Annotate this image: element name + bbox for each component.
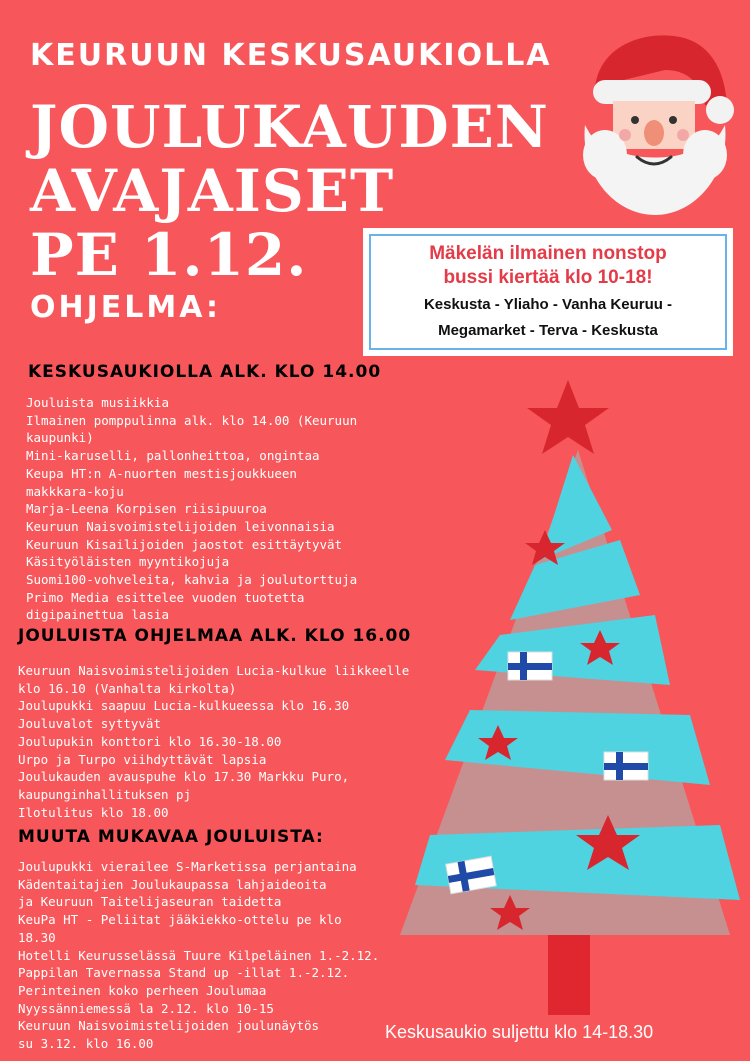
- list-item: Joulupukki vierailee S-Marketissa perjantaina: [18, 859, 357, 874]
- program-label: OHJELMA:: [30, 290, 222, 325]
- list-item: kaupunki): [26, 430, 94, 446]
- list-item: Keuruun Kisailijoiden jaostot esittäytyvät: [26, 536, 343, 552]
- section-heading-afternoon: KESKUSAUKIOLLA ALK. KLO 14.00: [28, 362, 382, 382]
- list-item: Marja-Leena Korpisen riisipuuroa: [26, 501, 267, 517]
- list-item: Pappilan Tavernassa Stand up -illat 1.-2.12.: [18, 965, 350, 981]
- bus-info-inner: [369, 234, 727, 350]
- list-item: digipainettua lasia: [26, 607, 169, 623]
- list-item: su 3.12. klo 16.00: [18, 1036, 154, 1052]
- santa-icon: [575, 25, 735, 220]
- kicker-text: KEURUUN KESKUSAUKIOLLA: [30, 38, 552, 73]
- christmas-tree-illustration: [390, 380, 750, 1015]
- list-item: Primo Media esittelee vuoden tuotetta: [26, 589, 305, 605]
- list-item: Jouluvalot syttyvät: [18, 716, 161, 732]
- title-line-1: JOULUKAUDEN: [30, 93, 549, 161]
- bus-route-2: Megamarket - Terva - Keskusta: [438, 322, 658, 339]
- list-item: kaupunginhallituksen pj: [18, 786, 192, 802]
- list-item: Ilotulitus klo 18.00: [18, 804, 169, 820]
- finland-flag-icon: [604, 752, 648, 780]
- closed-note: Keskusaukio suljettu klo 14-18.30: [385, 1022, 654, 1042]
- section-heading-evening: JOULUISTA OHJELMAA ALK. KLO 16.00: [18, 626, 412, 646]
- bus-line-2: bussi kiertää klo 10-18!: [443, 267, 653, 288]
- bus-route-1: Keskusta - Yliaho - Vanha Keuruu -: [423, 296, 673, 313]
- list-item: Keupa HT:n A-nuorten mestisjoukkueen: [26, 465, 297, 481]
- title-line-2: AVAJAISET: [30, 157, 395, 225]
- list-item: Hotelli Keurusselässä Tuure Kilpeläinen 1.-2.12.: [18, 947, 380, 963]
- list-item: Keuruun Naisvoimistelijoiden joulunäytös: [18, 1018, 320, 1034]
- list-item: Jouluista musiikkia: [26, 395, 169, 410]
- title-line-3: PE 1.12.: [30, 221, 308, 289]
- list-item: Mini-karuselli, pallonheittoa, ongintaa: [26, 448, 320, 464]
- finland-flag-icon: [508, 652, 552, 680]
- list-item: KeuPa HT - Peliitat jääkiekko-ottelu pe klo: [18, 912, 342, 928]
- list-item: makkkara-koju: [26, 483, 124, 499]
- section2-list: [18, 662, 409, 821]
- list-item: Suomi100-vohveleita, kahvia ja joulutorttuja: [26, 572, 358, 588]
- list-item: Perinteinen koko perheen Joulumaa: [18, 982, 267, 998]
- bus-info-box: [363, 228, 733, 356]
- list-item: Kädentaitajien Joulukaupassa lahjaideoita: [18, 876, 327, 892]
- list-item: Urpo ja Turpo viihdyttävät lapsia: [18, 751, 267, 767]
- section3-list: [18, 858, 379, 1053]
- list-item: klo 16.10 (Vanhalta kirkolta): [18, 680, 237, 696]
- list-item: Joulupukin konttori klo 16.30-18.00: [18, 733, 282, 749]
- list-item: Ilmainen pomppulinna alk. klo 14.00 (Keuruun: [26, 412, 358, 428]
- list-item: Käsityöläisten myyntikojuja: [26, 554, 230, 570]
- list-item: 18.30: [18, 929, 56, 945]
- list-item: Keuruun Naisvoimistelijoiden Lucia-kulkue liikkeelle: [18, 663, 410, 678]
- list-item: Nyyssänniemessä la 2.12. klo 10-15: [18, 1000, 274, 1016]
- section-heading-other: MUUTA MUKAVAA JOULUISTA:: [18, 827, 324, 847]
- section1-list: [26, 394, 357, 624]
- bus-line-1: Mäkelän ilmainen nonstop: [429, 243, 667, 264]
- list-item: ja Keuruun Taitelijaseuran taidetta: [18, 894, 282, 910]
- list-item: Joulukauden avauspuhe klo 17.30 Markku Puro,: [18, 769, 350, 785]
- list-item: Keuruun Naisvoimistelijoiden leivonnaisia: [26, 518, 335, 534]
- list-item: Joulupukki saapuu Lucia-kulkueessa klo 16.30: [18, 698, 350, 714]
